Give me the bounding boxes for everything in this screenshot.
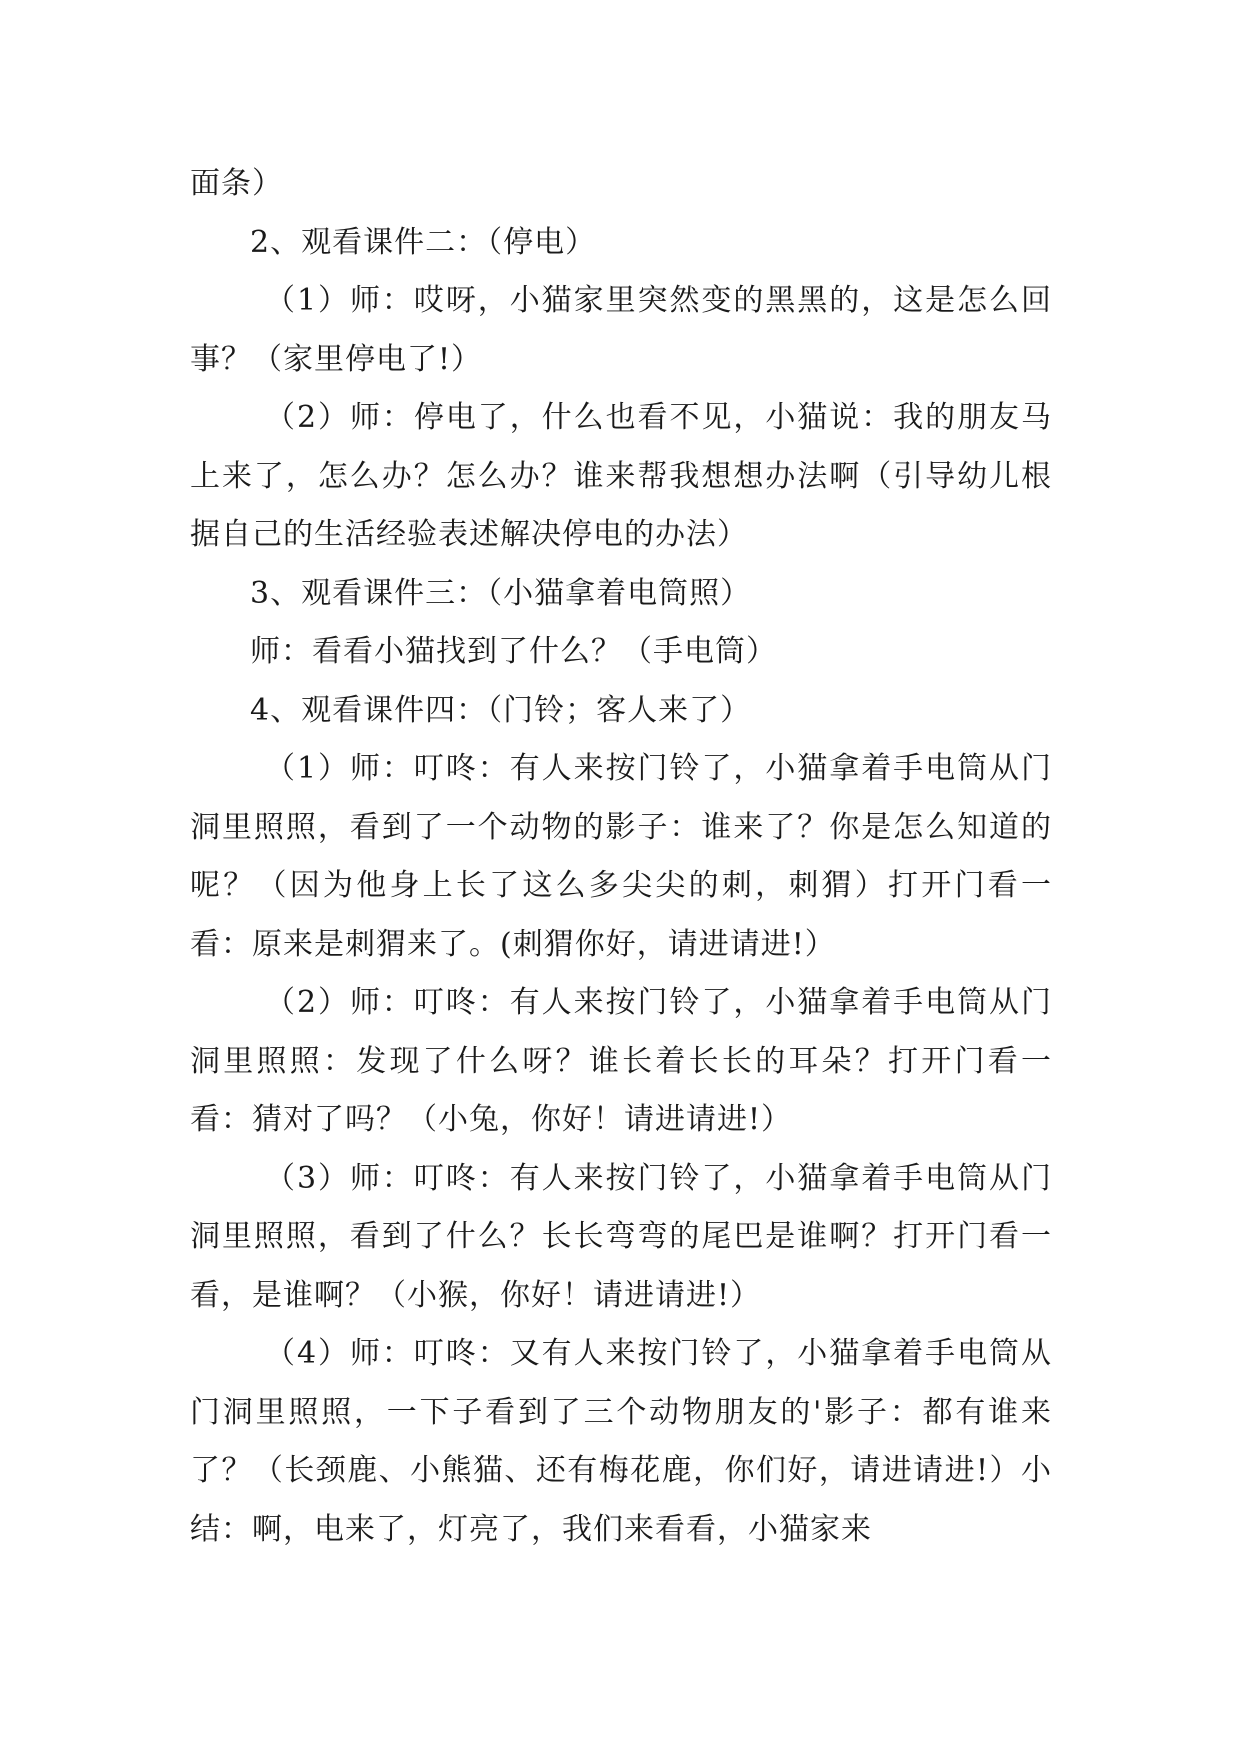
- paragraph: （4）师：叮咚：又有人来按门铃了，小猫拿着手电筒从门洞里照照，一下子看到了三个动物朋友的'影子：都有谁来了？（长颈鹿、小熊猫、还有梅花鹿，你们好，请进请进!）小结：啊，电来了，灯亮了，我们来看看，小猫家来: [190, 1336, 1052, 1547]
- paragraph: （2）师：停电了，什么也看不见，小猫说：我的朋友马上来了，怎么办？怎么办？谁来帮我想想办法啊（引导幼儿根据自己的生活经验表述解决停电的办法）: [190, 400, 1052, 552]
- paragraph: （1）师：哎呀，小猫家里突然变的黑黑的，这是怎么回事？（家里停电了!）: [190, 283, 1052, 377]
- paragraph: 师：看看小猫找到了什么？（手电筒）: [250, 634, 777, 669]
- paragraph: （1）师：叮咚：有人来按门铃了，小猫拿着手电筒从门洞里照照，看到了一个动物的影子：谁来了？你是怎么知道的呢？（因为他身上长了这么多尖尖的刺，刺猬）打开门看一看：原来是刺猬来了。(刺猬你好，请进请进!）: [190, 751, 1052, 962]
- paragraph: （2）师：叮咚：有人来按门铃了，小猫拿着手电筒从门洞里照照：发现了什么呀？谁长着长长的耳朵？打开门看一看：猜对了吗？（小兔，你好！请进请进!）: [190, 985, 1052, 1137]
- section-heading: 2、观看课件二：（停电）: [250, 224, 597, 260]
- document-body: [190, 155, 1052, 1559]
- section-heading: 4、观看课件四：（门铃；客人来了）: [250, 692, 752, 728]
- section-heading: 3、观看课件三：（小猫拿着电筒照）: [250, 575, 752, 611]
- paragraph: 面条）: [190, 166, 283, 201]
- paragraph: （3）师：叮咚：有人来按门铃了，小猫拿着手电筒从门洞里照照，看到了什么？长长弯弯的尾巴是谁啊？打开门看一看，是谁啊？（小猴，你好！请进请进!）: [190, 1160, 1052, 1313]
